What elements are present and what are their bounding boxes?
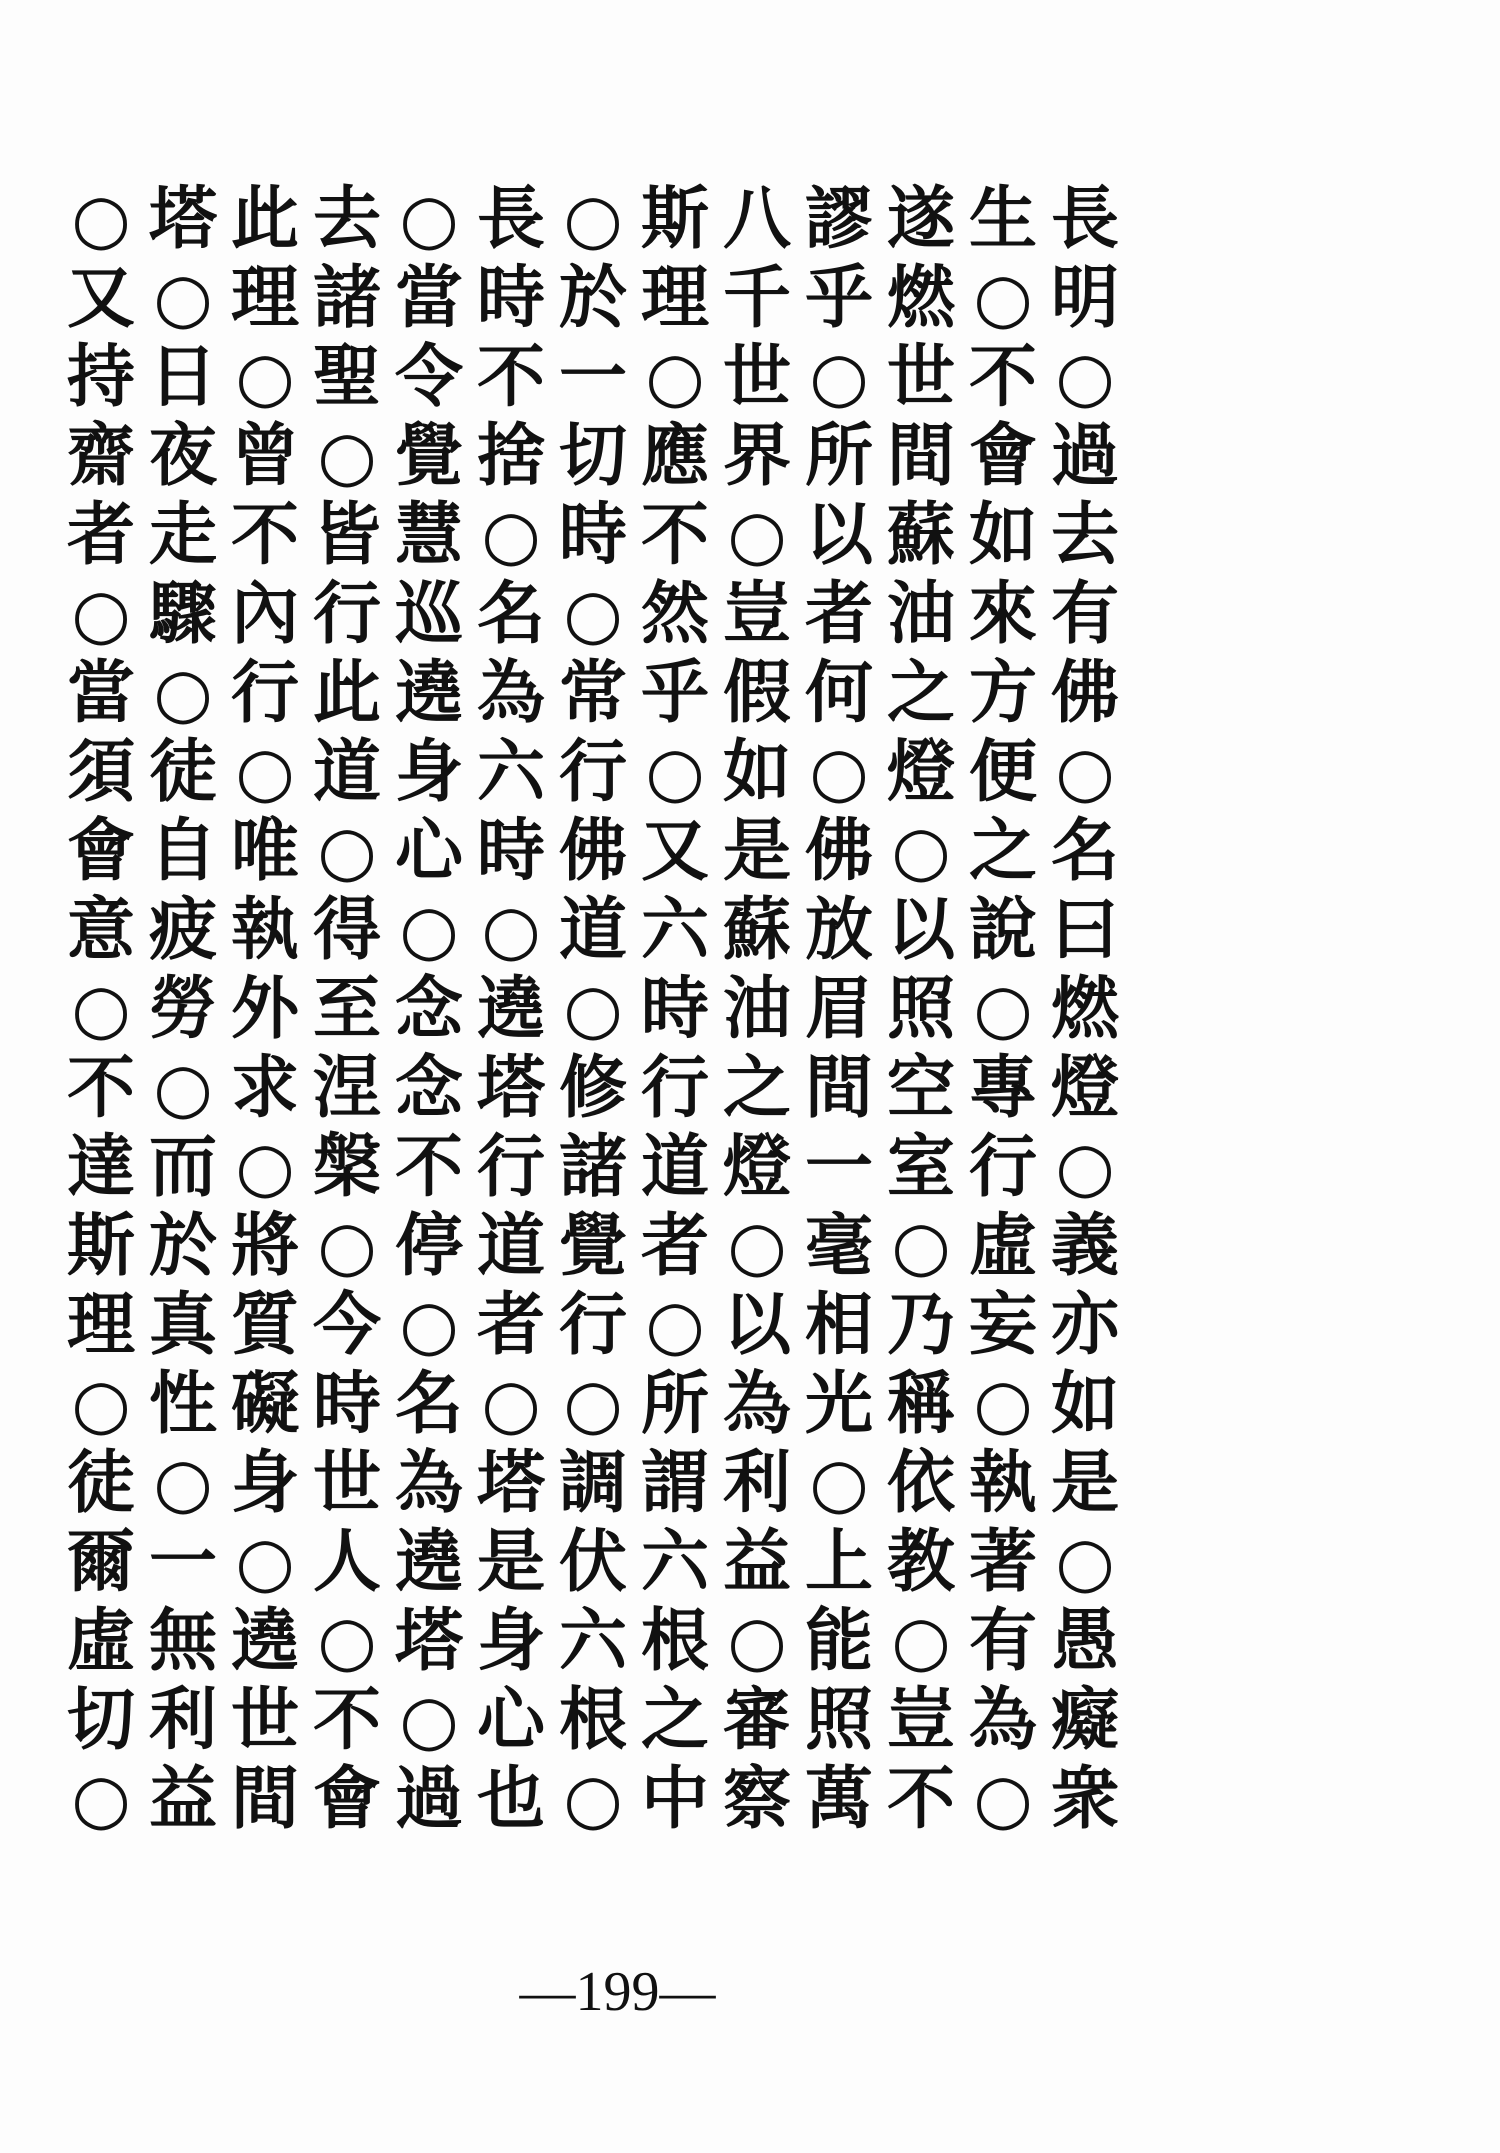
glyph: 以 [886, 890, 955, 970]
glyph: 稱 [886, 1364, 955, 1444]
glyph: ○ [973, 969, 1033, 1049]
glyph: ○ [235, 337, 295, 417]
glyph: 得 [312, 890, 381, 970]
glyph: 間 [804, 1048, 873, 1128]
glyph: 為 [394, 1443, 463, 1523]
glyph: 依 [886, 1443, 955, 1523]
glyph: 放 [804, 890, 873, 970]
glyph: 有 [1050, 574, 1119, 654]
glyph: 豈 [722, 574, 791, 654]
glyph: ○ [563, 1364, 623, 1444]
glyph: 將 [230, 1206, 299, 1286]
glyph: ○ [317, 1206, 377, 1286]
glyph: 是 [1050, 1443, 1119, 1523]
glyph: 燃 [886, 258, 955, 338]
glyph: 之 [722, 1048, 791, 1128]
glyph: 油 [886, 574, 955, 654]
glyph: 身 [394, 732, 463, 812]
glyph: 執 [230, 890, 299, 970]
glyph: ○ [891, 1601, 951, 1681]
glyph: ○ [809, 337, 869, 417]
glyph: 謬 [804, 179, 873, 259]
glyph: 又 [640, 811, 709, 891]
page-number: —199— [519, 1961, 716, 2023]
glyph: 來 [968, 574, 1037, 654]
glyph: 爾 [66, 1522, 135, 1602]
text-line [60, 1523, 1210, 1602]
glyph: 能 [804, 1601, 873, 1681]
text-line [60, 1602, 1210, 1681]
glyph: ○ [563, 574, 623, 654]
glyph: 世 [886, 337, 955, 417]
glyph: 徒 [148, 732, 217, 812]
text-line [60, 1444, 1210, 1523]
text-line [60, 259, 1210, 338]
text-line [60, 575, 1210, 654]
glyph: ○ [153, 1443, 213, 1523]
glyph: 者 [476, 1285, 545, 1365]
glyph: 身 [230, 1443, 299, 1523]
glyph: 衆 [1050, 1759, 1119, 1839]
text-line [60, 970, 1210, 1049]
glyph: ○ [399, 890, 459, 970]
glyph: 為 [476, 653, 545, 733]
glyph: 切 [558, 416, 627, 496]
body-text [60, 180, 1210, 1920]
glyph: 虛 [968, 1206, 1037, 1286]
glyph: 於 [558, 258, 627, 338]
glyph: ○ [317, 416, 377, 496]
glyph: ○ [481, 890, 541, 970]
text-line [60, 812, 1210, 891]
glyph: 行 [558, 732, 627, 812]
glyph: 又 [66, 258, 135, 338]
glyph: 行 [558, 1285, 627, 1365]
glyph: 曰 [1050, 890, 1119, 970]
glyph: 達 [66, 1127, 135, 1207]
glyph: 勞 [148, 969, 217, 1049]
text-line [60, 1365, 1210, 1444]
glyph: 慧 [394, 495, 463, 575]
glyph: 不 [476, 337, 545, 417]
glyph: 外 [230, 969, 299, 1049]
glyph: 如 [1050, 1364, 1119, 1444]
text-line [60, 1207, 1210, 1286]
glyph: ○ [809, 1443, 869, 1523]
glyph: 疲 [148, 890, 217, 970]
glyph: ○ [727, 1206, 787, 1286]
text-line [60, 654, 1210, 733]
glyph: 名 [394, 1364, 463, 1444]
glyph: 過 [394, 1759, 463, 1839]
glyph: 不 [394, 1127, 463, 1207]
glyph: ○ [973, 1364, 1033, 1444]
glyph: 名 [476, 574, 545, 654]
glyph: 持 [66, 337, 135, 417]
glyph: 一 [558, 337, 627, 417]
glyph: 真 [148, 1285, 217, 1365]
glyph: 不 [312, 1680, 381, 1760]
glyph: ○ [727, 1601, 787, 1681]
glyph: 為 [968, 1680, 1037, 1760]
glyph: ○ [399, 179, 459, 259]
glyph: 諸 [312, 258, 381, 338]
glyph: 時 [640, 969, 709, 1049]
glyph: 虛 [66, 1601, 135, 1681]
glyph: 此 [230, 179, 299, 259]
glyph: 乃 [886, 1285, 955, 1365]
glyph: ○ [1055, 732, 1115, 812]
glyph: 照 [886, 969, 955, 1049]
glyph: 長 [1050, 179, 1119, 259]
glyph: 遶 [394, 1522, 463, 1602]
glyph: 專 [968, 1048, 1037, 1128]
glyph: 八 [722, 179, 791, 259]
glyph: 相 [804, 1285, 873, 1365]
glyph: ○ [71, 969, 131, 1049]
glyph: 亦 [1050, 1285, 1119, 1365]
glyph: 行 [476, 1127, 545, 1207]
glyph: 佛 [558, 811, 627, 891]
glyph: 理 [230, 258, 299, 338]
glyph: 燈 [722, 1127, 791, 1207]
glyph: ○ [153, 258, 213, 338]
glyph: 益 [148, 1759, 217, 1839]
glyph: 然 [640, 574, 709, 654]
glyph: 中 [640, 1759, 709, 1839]
glyph: 是 [476, 1522, 545, 1602]
glyph: 行 [312, 574, 381, 654]
glyph: 何 [804, 653, 873, 733]
glyph: 皆 [312, 495, 381, 575]
glyph: 此 [312, 653, 381, 733]
glyph: 有 [968, 1601, 1037, 1681]
glyph: 不 [66, 1048, 135, 1128]
glyph: 遶 [394, 653, 463, 733]
glyph: 今 [312, 1285, 381, 1365]
glyph: ○ [973, 258, 1033, 338]
glyph: 便 [968, 732, 1037, 812]
glyph: 不 [968, 337, 1037, 417]
glyph: 上 [804, 1522, 873, 1602]
glyph: 間 [230, 1759, 299, 1839]
glyph: ○ [891, 1206, 951, 1286]
glyph: 生 [968, 179, 1037, 259]
text-line [60, 1681, 1210, 1760]
glyph: ○ [153, 1048, 213, 1128]
glyph: 室 [886, 1127, 955, 1207]
glyph: 遂 [886, 179, 955, 259]
glyph: 者 [640, 1206, 709, 1286]
glyph: 妄 [968, 1285, 1037, 1365]
glyph: 切 [66, 1680, 135, 1760]
glyph: 佛 [1050, 653, 1119, 733]
text-line [60, 338, 1210, 417]
glyph: 者 [66, 495, 135, 575]
glyph: ○ [71, 1759, 131, 1839]
glyph: 謂 [640, 1443, 709, 1523]
glyph: 也 [476, 1759, 545, 1839]
glyph: 世 [722, 337, 791, 417]
glyph: 覺 [394, 416, 463, 496]
glyph: 質 [230, 1285, 299, 1365]
glyph: 義 [1050, 1206, 1119, 1286]
glyph: ○ [563, 179, 623, 259]
glyph: ○ [317, 1601, 377, 1681]
glyph: ○ [645, 732, 705, 812]
glyph: ○ [71, 1364, 131, 1444]
glyph: 乎 [804, 258, 873, 338]
glyph: 根 [558, 1680, 627, 1760]
glyph: 會 [66, 811, 135, 891]
glyph: 意 [66, 890, 135, 970]
glyph: ○ [235, 1127, 295, 1207]
glyph: ○ [727, 495, 787, 575]
glyph: 名 [1050, 811, 1119, 891]
glyph: 之 [968, 811, 1037, 891]
glyph: 塔 [476, 1048, 545, 1128]
glyph: 世 [312, 1443, 381, 1523]
text-line [60, 496, 1210, 575]
glyph: 癡 [1050, 1680, 1119, 1760]
glyph: 佛 [804, 811, 873, 891]
glyph: 教 [886, 1522, 955, 1602]
glyph: 以 [804, 495, 873, 575]
glyph: ○ [71, 574, 131, 654]
glyph: 徒 [66, 1443, 135, 1523]
glyph: 修 [558, 1048, 627, 1128]
glyph: 當 [394, 258, 463, 338]
glyph: 如 [722, 732, 791, 812]
glyph: ○ [153, 653, 213, 733]
glyph: 千 [722, 258, 791, 338]
glyph: 齋 [66, 416, 135, 496]
glyph: 夜 [148, 416, 217, 496]
glyph: 常 [558, 653, 627, 733]
glyph: 會 [968, 416, 1037, 496]
glyph: 所 [804, 416, 873, 496]
glyph: 斯 [66, 1206, 135, 1286]
glyph: 念 [394, 1048, 463, 1128]
text-line [60, 1128, 1210, 1207]
glyph: 念 [394, 969, 463, 1049]
glyph: ○ [399, 1285, 459, 1365]
glyph: ○ [1055, 337, 1115, 417]
glyph: 身 [476, 1601, 545, 1681]
glyph: 之 [886, 653, 955, 733]
glyph: 行 [968, 1127, 1037, 1207]
text-line [60, 1049, 1210, 1128]
glyph: 如 [968, 495, 1037, 575]
glyph: 明 [1050, 258, 1119, 338]
glyph: 燃 [1050, 969, 1119, 1049]
glyph: 時 [476, 258, 545, 338]
glyph: ○ [481, 495, 541, 575]
text-line [60, 891, 1210, 970]
glyph: ○ [563, 969, 623, 1049]
glyph: 道 [312, 732, 381, 812]
glyph: ○ [235, 732, 295, 812]
glyph: 說 [968, 890, 1037, 970]
glyph: 豈 [886, 1680, 955, 1760]
glyph: 而 [148, 1127, 217, 1207]
glyph: 利 [722, 1443, 791, 1523]
glyph: ○ [399, 1680, 459, 1760]
glyph: 毫 [804, 1206, 873, 1286]
glyph: 一 [148, 1522, 217, 1602]
glyph: 去 [312, 179, 381, 259]
glyph: 是 [722, 811, 791, 891]
glyph: ○ [71, 179, 131, 259]
glyph: 六 [558, 1601, 627, 1681]
glyph: 停 [394, 1206, 463, 1286]
glyph: 不 [640, 495, 709, 575]
glyph: 方 [968, 653, 1037, 733]
glyph: 須 [66, 732, 135, 812]
glyph: 心 [394, 811, 463, 891]
glyph: 行 [230, 653, 299, 733]
glyph: 涅 [312, 1048, 381, 1128]
glyph: 自 [148, 811, 217, 891]
glyph: 乎 [640, 653, 709, 733]
glyph: 驟 [148, 574, 217, 654]
glyph: ○ [1055, 1127, 1115, 1207]
glyph: 曾 [230, 416, 299, 496]
glyph: 蘇 [722, 890, 791, 970]
glyph: 世 [230, 1680, 299, 1760]
glyph: 於 [148, 1206, 217, 1286]
glyph: 長 [476, 179, 545, 259]
glyph: 六 [640, 890, 709, 970]
text-line [60, 1286, 1210, 1365]
glyph: ○ [481, 1364, 541, 1444]
glyph: 界 [722, 416, 791, 496]
glyph: 審 [722, 1680, 791, 1760]
glyph: 著 [968, 1522, 1037, 1602]
glyph: 唯 [230, 811, 299, 891]
glyph: 執 [968, 1443, 1037, 1523]
glyph: 塔 [476, 1443, 545, 1523]
glyph: 巡 [394, 574, 463, 654]
glyph: 遶 [476, 969, 545, 1049]
glyph: 道 [640, 1127, 709, 1207]
glyph: 塔 [394, 1601, 463, 1681]
glyph: 假 [722, 653, 791, 733]
glyph: ○ [809, 732, 869, 812]
glyph: 以 [722, 1285, 791, 1365]
glyph: 時 [312, 1364, 381, 1444]
glyph: 走 [148, 495, 217, 575]
glyph: 捨 [476, 416, 545, 496]
glyph: ○ [891, 811, 951, 891]
glyph: 覺 [558, 1206, 627, 1286]
glyph: 道 [558, 890, 627, 970]
glyph: 塔 [148, 179, 217, 259]
glyph: 照 [804, 1680, 873, 1760]
glyph: 當 [66, 653, 135, 733]
glyph: 過 [1050, 416, 1119, 496]
glyph: 槃 [312, 1127, 381, 1207]
text-line [60, 733, 1210, 812]
glyph: 不 [886, 1759, 955, 1839]
glyph: 時 [558, 495, 627, 575]
glyph: 空 [886, 1048, 955, 1128]
glyph: 令 [394, 337, 463, 417]
glyph: 蘇 [886, 495, 955, 575]
glyph: 萬 [804, 1759, 873, 1839]
glyph: 諸 [558, 1127, 627, 1207]
glyph: 為 [722, 1364, 791, 1444]
glyph: 六 [476, 732, 545, 812]
glyph: 理 [640, 258, 709, 338]
text-line [60, 1760, 1210, 1839]
glyph: 察 [722, 1759, 791, 1839]
text-line [60, 180, 1210, 259]
glyph: 光 [804, 1364, 873, 1444]
glyph: 愚 [1050, 1601, 1119, 1681]
glyph: ○ [1055, 1522, 1115, 1602]
glyph: ○ [973, 1759, 1033, 1839]
glyph: 時 [476, 811, 545, 891]
glyph: 遶 [230, 1601, 299, 1681]
glyph: 調 [558, 1443, 627, 1523]
glyph: 益 [722, 1522, 791, 1602]
glyph: 眉 [804, 969, 873, 1049]
glyph: 礙 [230, 1364, 299, 1444]
glyph: 油 [722, 969, 791, 1049]
glyph: 一 [804, 1127, 873, 1207]
glyph: 所 [640, 1364, 709, 1444]
glyph: 行 [640, 1048, 709, 1128]
glyph: 之 [640, 1680, 709, 1760]
glyph: ○ [563, 1759, 623, 1839]
glyph: 去 [1050, 495, 1119, 575]
glyph: 六 [640, 1522, 709, 1602]
glyph: 理 [66, 1285, 135, 1365]
glyph: 求 [230, 1048, 299, 1128]
glyph: 應 [640, 416, 709, 496]
glyph: ○ [317, 811, 377, 891]
glyph: 內 [230, 574, 299, 654]
glyph: 性 [148, 1364, 217, 1444]
glyph: ○ [645, 337, 705, 417]
glyph: 聖 [312, 337, 381, 417]
glyph: 利 [148, 1680, 217, 1760]
glyph: 無 [148, 1601, 217, 1681]
glyph: ○ [645, 1285, 705, 1365]
glyph: 燈 [1050, 1048, 1119, 1128]
glyph: 至 [312, 969, 381, 1049]
glyph: 者 [804, 574, 873, 654]
text-line [60, 417, 1210, 496]
glyph: 間 [886, 416, 955, 496]
glyph: ○ [235, 1522, 295, 1602]
glyph: 心 [476, 1680, 545, 1760]
glyph: 斯 [640, 179, 709, 259]
glyph: 伏 [558, 1522, 627, 1602]
glyph: 道 [476, 1206, 545, 1286]
glyph: 日 [148, 337, 217, 417]
glyph: 燈 [886, 732, 955, 812]
glyph: 會 [312, 1759, 381, 1839]
glyph: 根 [640, 1601, 709, 1681]
glyph: 不 [230, 495, 299, 575]
glyph: 人 [312, 1522, 381, 1602]
